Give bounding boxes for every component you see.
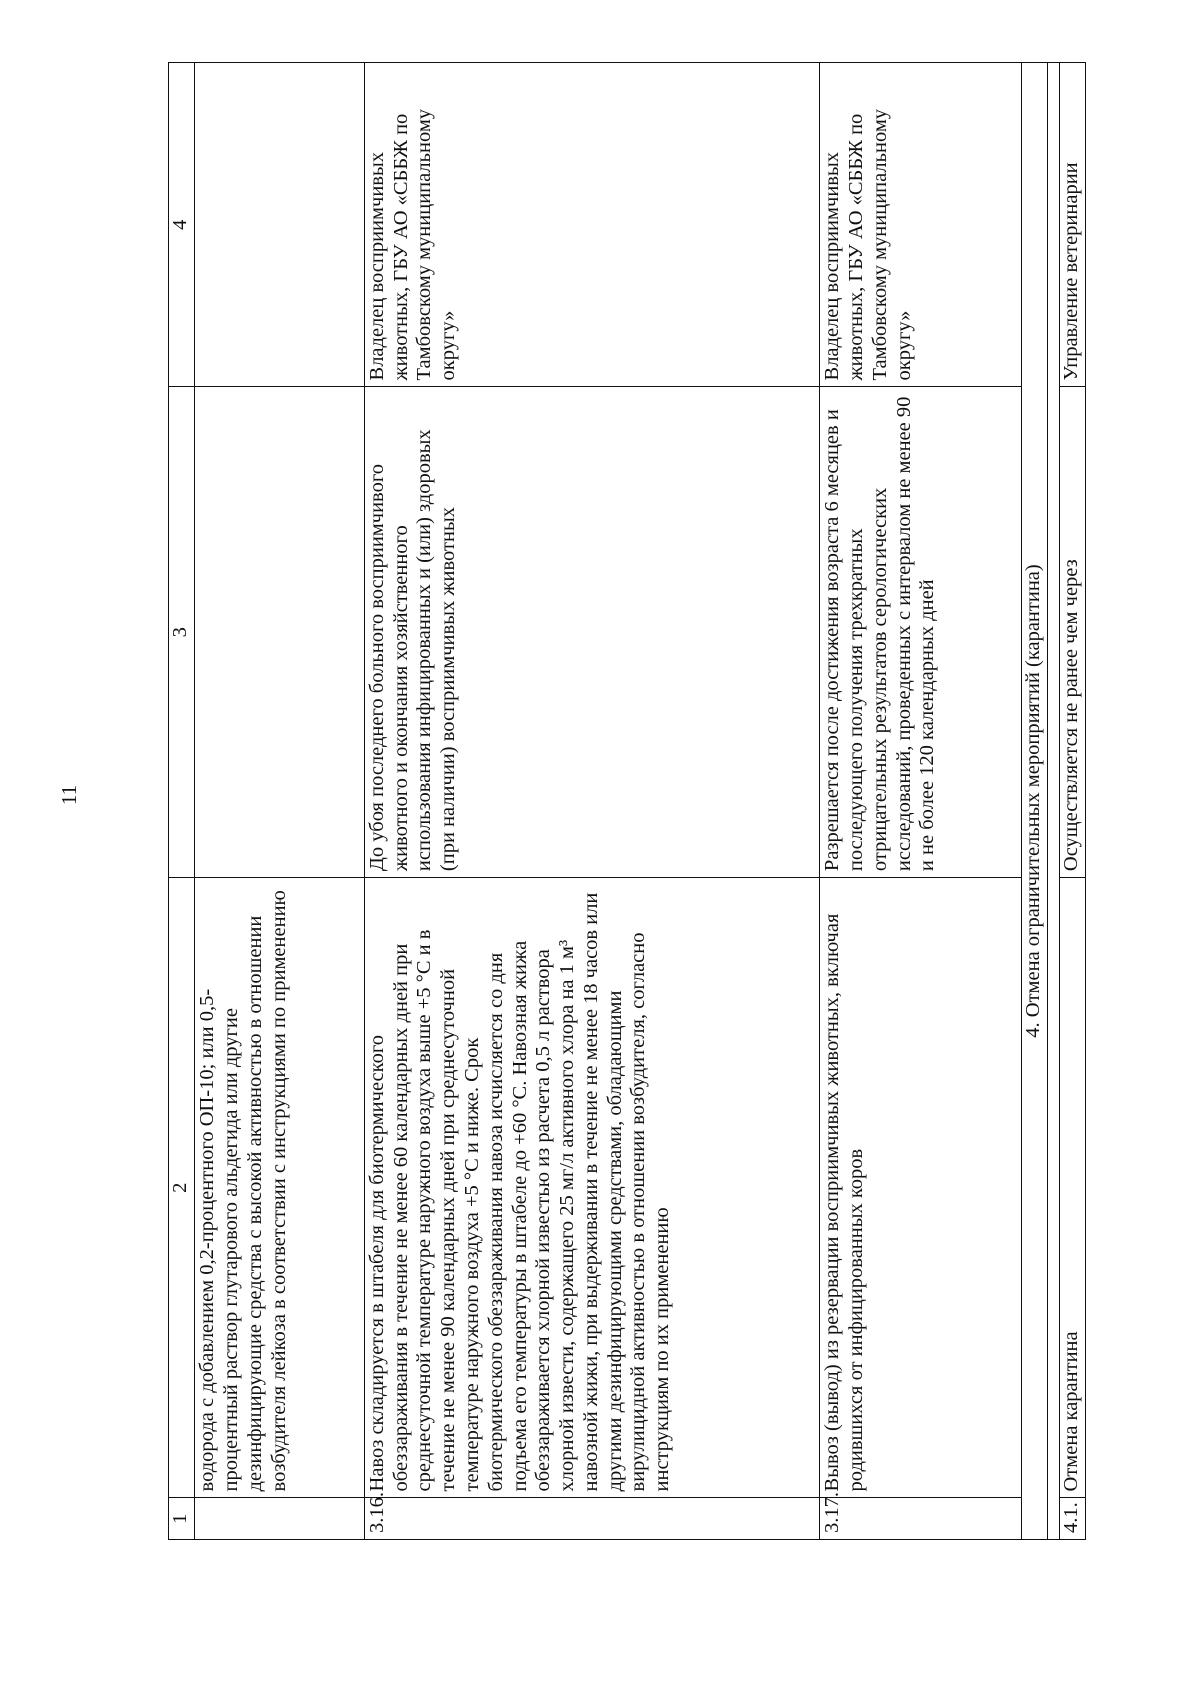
- measures-table: [168, 62, 1086, 1540]
- term-cell: Разрешается после достижения возраста 6 месяцев и последующего получения трехкратных отрицательных результатов серологических исследований, проведенных с интервалом не менее 90 и не более 120 календарных дней: [820, 387, 1021, 878]
- table-row: [195, 63, 364, 1540]
- row-number: 3.16.: [364, 1498, 819, 1540]
- term-cell: Осуществляется не ранее чем через: [1059, 387, 1085, 878]
- section-title: 4. Отмена ограничительных мероприятий (карантина): [1021, 63, 1047, 1540]
- table-row: [1059, 63, 1085, 1540]
- measure-cell: водорода с добавлением 0,2-процентного ОП-10; или 0,5-процентный раствор глутарового альдегида или другие дезинфицирующие средства с высокой активностью в отношении возбудителя лейкоза в соответствии с инструкциями по применению: [195, 878, 364, 1498]
- responsible-cell: Владелец восприимчивых животных, ГБУ АО «СББЖ по Тамбовскому муниципальному округу»: [364, 63, 819, 387]
- spacer-row: [1048, 63, 1060, 1540]
- row-number: 4.1.: [1059, 1498, 1085, 1540]
- header-cell: 3: [169, 387, 195, 878]
- term-cell: [195, 387, 364, 878]
- responsible-cell: Управление ветеринарии: [1059, 63, 1085, 387]
- header-cell: 1: [169, 1498, 195, 1540]
- header-cell: 4: [169, 63, 195, 387]
- rotated-landscape-page: [168, 62, 1086, 1540]
- responsible-cell: [195, 63, 364, 387]
- term-cell: До убоя последнего больного восприимчивого животного и окончания хозяйственного использования инфицированных и (или) здоровых (при наличии) восприимчивых животных: [364, 387, 819, 878]
- table-header-row: [169, 63, 195, 1540]
- measure-cell: Вывоз (вывод) из резервации восприимчивых животных, включая родившихся от инфицированных коров: [820, 878, 1021, 1498]
- header-cell: 2: [169, 878, 195, 1498]
- measure-cell: Отмена карантина: [1059, 878, 1085, 1498]
- section-row: [1021, 63, 1047, 1540]
- page-number: 11: [57, 784, 81, 806]
- table-row: [364, 63, 819, 1540]
- row-number: [195, 1498, 364, 1540]
- table-row: [820, 63, 1021, 1540]
- measure-cell: Навоз складируется в штабеля для биотермического обеззараживания в течение не менее 60 календарных дней при среднесуточной температуре наружного воздуха выше +5 °С и в течение не менее 90 календарных дней при среднесуточной температуре наружного воздуха +5 °С и ниже. Срок биотермического обеззараживания навоза исчисляется со дня подъема его температуры в штабеле до +60 °С. Навозная жижа обеззараживается хлорной известью из расчета 0,5 л раствора хлорной извести, содержащего 25 мг/л активного хлора на 1 м³ навозной жижи, при выдерживании в течение не менее 18 часов или другими дезинфицирующими средствами, обладающими вирулицидной активностью в отношении возбудителя, согласно инструкциям по их применению: [364, 878, 819, 1498]
- row-number: 3.17.: [820, 1498, 1021, 1540]
- responsible-cell: Владелец восприимчивых животных, ГБУ АО «СББЖ по Тамбовскому муниципальному округу»: [820, 63, 1021, 387]
